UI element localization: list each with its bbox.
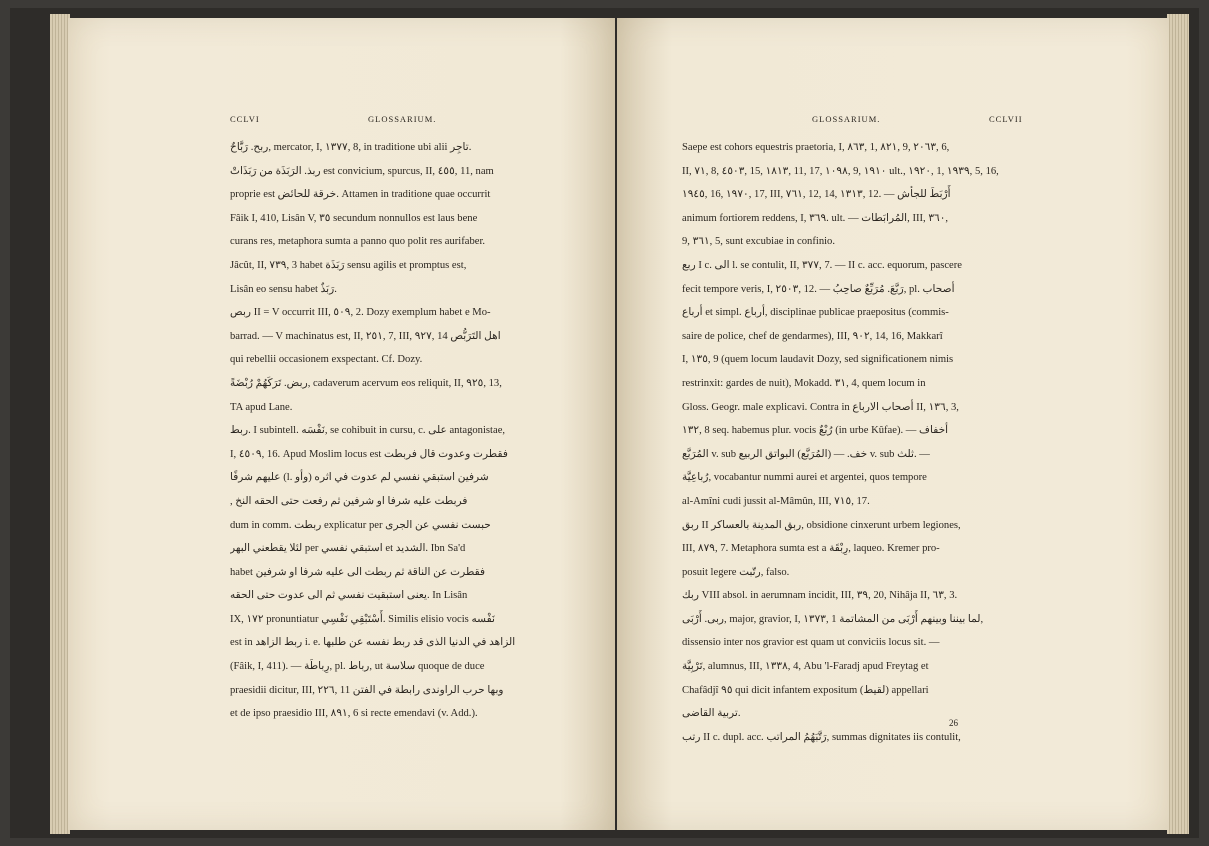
text-line: Jâcût, II, ٧٣٩, 3 habet رَبَذَة sensu agilis et promptus est, [230,259,467,271]
text-line: ربك VIII absol. in aerumnam incidit, III, ٣٩, 20, Nihâja II, ٦٣, 3. [682,590,958,602]
text-line: I, ٤٥٠٩, 16. Apud Moslim locus est فقطرت وعدوت قال فربطت [230,448,508,460]
text-line: dissensio inter nos gravior est quam ut conviciis locus sit. — [682,637,940,649]
text-line: al-Amîni cudi jussit al-Mâmûn, III, ٧١٥, 17. [682,495,870,507]
text-line: fecit tempore veris, I, ٢٥٠٣, 12. — رَبَّعَ. مُرَبِّعٌ صاحِبُ, pl. أصحاب [682,283,955,295]
text-line: est in ربط الزاهد i. e. الزاهد في الدنيا الذى قد ربط نفسه عن طلبها [230,637,516,649]
right-text-body [682,136,1057,749]
text-line: Chafâdjî ٩٥ qui dicit infantem expositum (لقيط) appellari [682,684,929,696]
text-line: Lisân eo sensu habet رَبَذٌ. [230,283,337,295]
right-page-number-header: CCLVII [989,114,1023,124]
text-line: animum fortiorem reddens, I, ٣٦٩. ult. — المُرابَطات, III, ٣٦٠, [682,212,949,224]
text-line: ربذ. الرَبَذَة من رَبَذَاتْ est convicium, spurcus, II, ٤٥٥, 11, nam [230,165,494,177]
text-line: ربص II = V occurrit III, ٥٠٩, 2. Dozy exemplum habet e Mo- [230,307,491,319]
left-text-body [230,136,600,726]
text-line: Saepe est cohors equestris praetoria, I, ٨٦٣, 1, ٨٢١, 9, ٢٠٦٣, 6, [682,142,950,153]
text-line: ربق II ربق المدينة بالعساكر, obsidione cinxerunt urbem legiones, [682,519,961,531]
text-line: ربط. I subintell. نَفْسَه, se cohibuit in cursu, c. على antagonistae, [230,425,506,437]
text-line: لئلا يقطعني البهر per استبقي نفسي et الشديد. Ibn Sa'd [230,543,466,555]
text-line: II, ٧١, 8, ٤٥٠٣, 15, ١٨١٣, 11, 17, ١٠٩٨, 9, ١٩١٠ ult., ١٩٢٠, 1, ١٩٣٩, 5, 16, [682,165,999,177]
text-line: posuit legere رتّبت, falso. [682,566,790,578]
text-line: proprie est خرقة للحائض. Attamen in traditione quae occurrit [230,189,491,201]
text-line: barrad. — V machinatus est, II, ٢٥١, 7, III, ٩٢٧, 14 اهل التَرَبُّص [230,330,501,342]
left-page-number-header: CCLVI [230,114,260,124]
text-line: III, ٨٧٩, 7. Metaphora sumta est a رِبْقَة, laqueo. Kremer pro- [682,543,940,555]
text-line: رتب II c. dupl. acc. رَتَّبَهُمُ المراتب, summas dignitates iis contulit, [682,731,961,743]
text-line: ربح. رَبَّاحٌ, mercator, I, ١٣٧٧, 8, in traditione ubi alii تاجِر. [230,142,472,153]
text-line: (Fâik, I, 411). — رِباطَة, pl. رباط, ut سلاسة quoque de duce [230,661,485,673]
text-line: المُرَبَّع v. sub خف. — (المُرَبَّع) البواتق الربيع v. sub ثلث. — [682,448,930,460]
text-line: saire de police, chef de gendarmes), III, ٩٠٢, 14, 16, Makkarî [682,330,943,342]
text-line: qui rebellii occasionem exspectant. Cf. Dozy. [230,354,423,366]
page-edges-left [50,14,70,834]
text-line: يعنى استبقيت نفسي ثم الى عدوت حتى الحقه. In Lisân [230,590,468,602]
text-line: et de ipso praesidio III, ٨٩١, 6 si recte emendavi (v. Add.). [230,708,478,720]
left-page [68,18,615,830]
text-line: TA apud Lane. [230,401,293,413]
text-line: عليهم شرفًا (l. وأو) شرفين استبقي نفسي لم عدوت في اثره [230,472,489,484]
text-line: ١٩٤٥, 16, ١٩٧٠, 17, III, ٧٦١, 12, 14, ١٣١٣, 12. — أَرْبَطَ للجأش [682,189,951,201]
left-running-title: GLOSSARIUM. [368,114,437,124]
book-spread [10,8,1199,838]
text-line: Fâik I, 410, Lisân V, ٣٥ secundum nonnullos est laus bene [230,212,478,224]
text-line: I, ١٣٥, 9 (quem locum laudavit Dozy, sed significationem nimis [682,354,954,366]
text-line: curans res, metaphora sumta a panno quo polit res aurifaber. [230,236,486,248]
text-line: ربض. تَرَكَهُمْ رُبْضَةً, cadaverum acervum eos reliquit, II, ٩٢٥, 13, [230,377,502,389]
text-line: praesidii dicitur, III, ٢٢٦, 11 وبها حرب الراوندى رابطة في الفتن [230,684,504,696]
text-line: أرباع et simpl. أرباع, disciplinae publicae praepositus (commis- [682,307,949,319]
right-running-title: GLOSSARIUM. [812,114,881,124]
text-line: Gloss. Geogr. male explicavi. Contra in أصحاب الارباع II, ١٣٦, 3, [682,401,959,413]
text-line: restrinxit: gardes de nuit), Mokadd. ٣١, 4, quem locum in [682,377,926,389]
right-page [617,18,1169,830]
text-line: تربية القاضى. [682,708,741,720]
text-line: dum in comm. ربطت explicatur per حبست نفسي عن الجرى [230,519,491,531]
text-line: habet فقطرت عن الناقة ثم ربطت الى عليه شرفا او شرفين [230,566,486,578]
text-line: 9, ٣٦١, 5, sunt excubiae in confinio. [682,236,836,248]
text-line: IX, ١٧٢ pronuntiatur أَسْتَبْقِي نَفْسِي. Similis elisio vocis نَفْسه [230,613,495,625]
text-line: ربع I c. الى l. se contulit, II, ٣٧٧, 7. — II c. acc. equorum, pascere [682,259,962,271]
text-line: تَرْبِيَّة, alumnus, III, ١٣٣٨, 4, Abu 'l-Faradj apud Freytag et [682,661,929,673]
signature-number: 26 [949,718,958,728]
text-line: رُباعِيَّة, vocabantur nummi aurei et argentei, quos tempore [682,472,927,484]
text-line: ١٣٢, 8 seq. habemus plur. vocis رُبْعٌ (in urbe Kûfae). — أخفاف [682,425,949,437]
page-edges-right [1167,14,1189,834]
text-line: , فربطت عليه شرفا او شرفين ثم رفعت حتى الحقه النخ [230,495,468,507]
text-line: ربى. أَرْبَى, major, gravior, I, ١٣٧٣, 1 لما بيننا وبينهم أَرْبَى من المشاتمة, [682,613,984,625]
